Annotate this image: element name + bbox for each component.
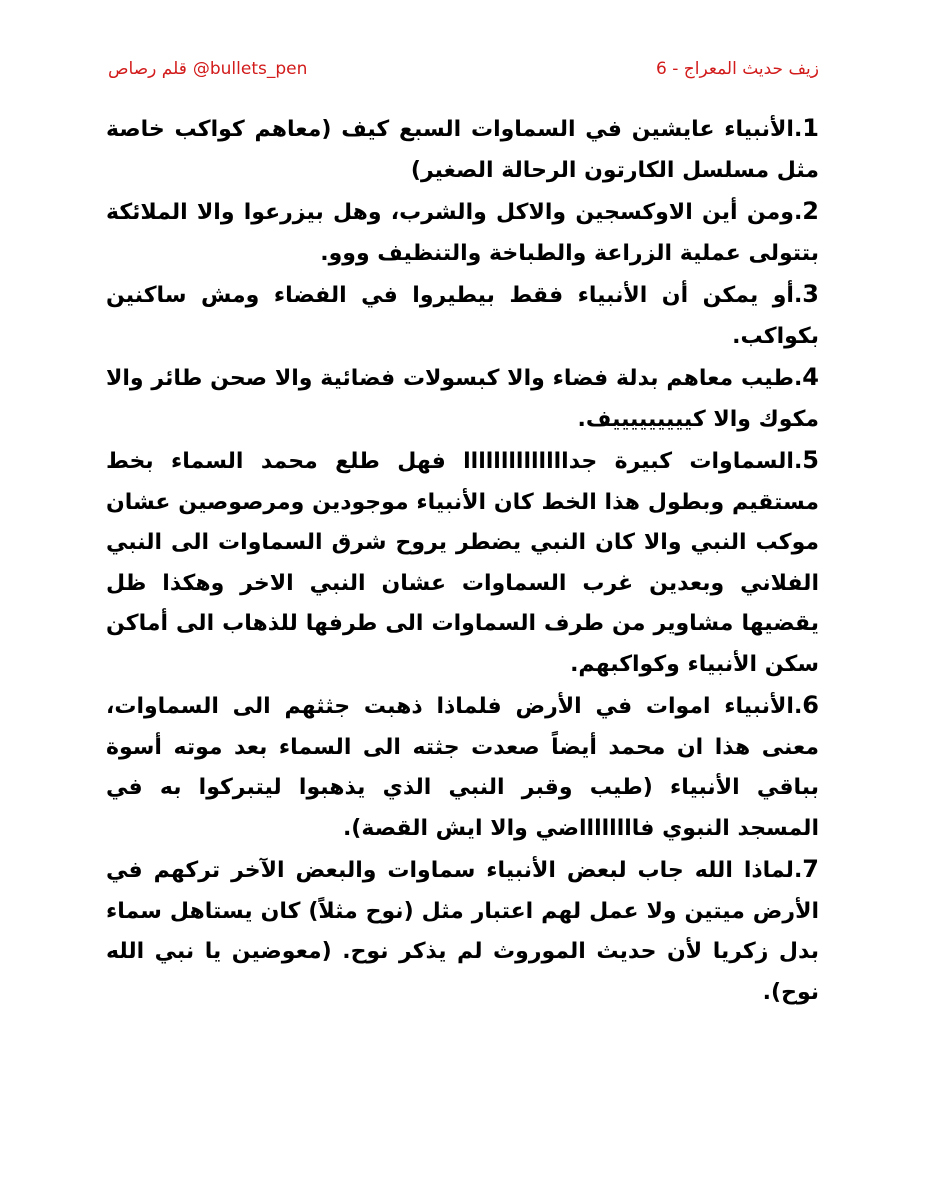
item-text: طيب معاهم بدلة فضاء والا كبسولات فضائية والا صحن طائر والا مكوك والا كيييييييييف.: [106, 366, 819, 432]
list-item-3: 3.أو يمكن أن الأنبياء فقط بيطيروا في الفضاء ومش ساكنين بكواكب.: [106, 280, 819, 349]
item-number: 1: [802, 114, 819, 142]
document-title: زيف حديث المعراج - 6: [656, 59, 819, 79]
author-label: قلم رصاص: [108, 59, 187, 79]
page-header: [108, 54, 819, 84]
list-item-6: 6.الأنبياء اموات في الأرض فلماذا ذهبت جثثهم الى السماوات، معنى هذا ان محمد أيضاً صعدت جثته الى السماء بعد موته أسوة بباقي الأنبياء (طيب وقبر النبي الذي يذهبوا ليتبركوا به في المسجد النبوي فااااااااضي والا ايش القصة).: [106, 691, 819, 841]
numbered-list: [106, 108, 819, 1013]
item-number: 7: [802, 855, 819, 883]
item-text: الأنبياء اموات في الأرض فلماذا ذهبت جثثهم الى السماوات، معنى هذا ان محمد أيضاً صعدت جثته الى السماء بعد موته أسوة بباقي الأنبياء (طيب وقبر النبي الذي يذهبوا ليتبركوا به في المسجد النبوي فااااااااضي والا ايش القصة).: [106, 694, 819, 841]
item-text: الأنبياء عايشين في السماوات السبع كيف (معاهم كواكب خاصة مثل مسلسل الكارتون الرحالة الصغير): [106, 117, 819, 183]
item-number: 4: [802, 363, 819, 391]
item-text: السماوات كبيرة جداااااااااااااا فهل طلع محمد السماء بخط مستقيم وبطول هذا الخط كان الأنبياء موجودين ومرصوصين عشان موكب النبي والا كان النبي يضطر يروح شرق السماوات الى النبي الفلاني وبعدين غرب السماوات عشان النبي الاخر وهكذا ظل يقضيها مشاوير من طرف السماوات الى طرفها للذهاب الى أماكن سكن الأنبياء وكواكبهم.: [106, 449, 819, 677]
item-number: 5: [802, 446, 819, 474]
list-item-2: 2.ومن أين الاوكسجين والاكل والشرب، وهل بيزرعوا والا الملائكة بتتولى عملية الزراعة والطباخة والتنظيف ووو.: [106, 197, 819, 266]
item-number: 6: [802, 691, 819, 719]
list-item-1: 1.الأنبياء عايشين في السماوات السبع كيف (معاهم كواكب خاصة مثل مسلسل الكارتون الرحالة الصغير): [106, 114, 819, 183]
item-number: 2: [802, 197, 819, 225]
item-number: 3: [802, 280, 819, 308]
item-text: لماذا الله جاب لبعض الأنبياء سماوات والبعض الآخر تركهم في الأرض ميتين ولا عمل لهم اعتبار مثل (نوح مثلاً) كان يستاهل سماء بدل زكريا لأن حديث الموروث لم يذكر نوح. (معوضين يا نبي الله نوح).: [106, 858, 819, 1005]
author-credit: [108, 59, 307, 79]
list-item-4: 4.طيب معاهم بدلة فضاء والا كبسولات فضائية والا صحن طائر والا مكوك والا كيييييييييف.: [106, 363, 819, 432]
author-handle: @bullets_pen: [192, 59, 308, 79]
list-item-5: 5.السماوات كبيرة جداااااااااااااا فهل طلع محمد السماء بخط مستقيم وبطول هذا الخط كان الأنبياء موجودين ومرصوصين عشان موكب النبي والا كان النبي يضطر يروح شرق السماوات الى النبي الفلاني وبعدين غرب السماوات عشان النبي الاخر وهكذا ظل يقضيها مشاوير من طرف السماوات الى طرفها للذهاب الى أماكن سكن الأنبياء وكواكبهم.: [106, 446, 819, 677]
item-text: ومن أين الاوكسجين والاكل والشرب، وهل بيزرعوا والا الملائكة بتتولى عملية الزراعة والطباخة والتنظيف ووو.: [106, 200, 819, 266]
item-text: أو يمكن أن الأنبياء فقط بيطيروا في الفضاء ومش ساكنين بكواكب.: [106, 283, 819, 349]
list-item-7: 7.لماذا الله جاب لبعض الأنبياء سماوات والبعض الآخر تركهم في الأرض ميتين ولا عمل لهم اعتبار مثل (نوح مثلاً) كان يستاهل سماء بدل زكريا لأن حديث الموروث لم يذكر نوح. (معوضين يا نبي الله نوح).: [106, 855, 819, 1005]
